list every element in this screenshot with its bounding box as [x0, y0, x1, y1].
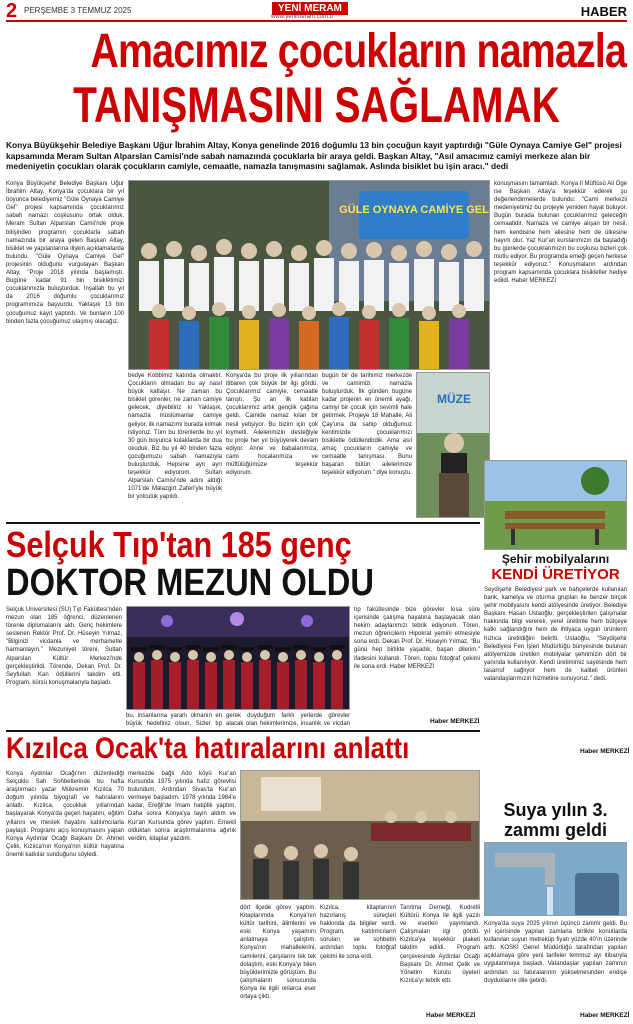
- story2-col-4: tıp fakültesinde bize görevler kısa süre içerisinde çalışma hayatına başlayacak olan hekim adaylarımızı tebrik ediyorum. Tören, mezun öğrencilerin Hipokrat yemini etmesiyle sona erdi. Dekan Prof. Dr. Hüseyin Yılmaz, "Bu günü hep birlikte yaşadık, başarı dilerim." ifadesini kullandı. Tören, toplu fotoğraf çekimi ile sona erdi. Haber MERKEZİ: [354, 607, 480, 670]
- main-col-1: Konya Büyükşehir Belediye Başkanı Uğur İbrahim Altay, Konya'da çocuklara bir yıl boyunca belediyemiz "Güle Oynaya Camiye Gel" projesi kapsamında çocuklarımız sabah namazı coşkusunu ortak olduk. Meram Sultan Alparslan Camii'nde proje bitişinden programın çocuklarla sabah namazında bir araya gelen Başkan Altay, bisiklet ve yapılanlarına ilişkin açıklamalarda bulundu. "Güle Oynaya Camiye Gel" projesinin olduğunu vurgulayan Başkan Altay, "Proje 2018 yılında başlamıştı. Bugüne kadar 91 bin bisikletimizi çocuklarımızla buluşturduk. İnşallah bu yıl da 2016 doğumlu çocuklarımız programımıza başvurdu. Yaklaşık 13 bin çocuğumuz kayıt yaptırdı. Ve bunların 100 binden fazla çocuğumuz ulaşmış olacağız.: [6, 181, 124, 325]
- furniture-photo: [484, 460, 627, 550]
- banner-text: GÜLE OYNAYA CAMİYE GEL: [339, 204, 489, 216]
- story3-col-1: Konya Aydınlar Ocağı'nın düzenlediği Selçuklu Sah Sohbetlerinde bu hafta araştırmacı yazar Mükremin Kızılca 70 doğum yılında biyografi ve hatıralarını anlattı. Kızılca, çocukluk yıllarından başlayarak Konya'da geçen hayatını, eğitim yıllarını ve meslek hayatını katılımcılarla paylaştı. Programı açış konuşmasını yapan Konya Aydınlar Ocağı Başkanı Dr. Ahmet Çelik, Kızılca'nın Konya'nın kültür hayatına önemli katkılar sunduğunu söyledi.: [6, 771, 124, 858]
- story3-col-5: Tanıtma Derneği, Kudretli Kültürü Konya ile ilgili yazılı ve eserleri yayımlandı. Çalışmaları ilgi gördü. Kızılca'ya teşekkür plaketi takdim edildi. Program çerçevesinde Aydınlar Ocağı Başkanı Dr. Ahmet Çelik ve Yönetim Kurulu üyeleri Kızılca'yı tebrik etti.: [400, 905, 480, 984]
- story3-signature: Haber MERKEZİ: [426, 1012, 476, 1019]
- story2-signature: Haber MERKEZİ: [430, 718, 480, 725]
- main-col-5: konuşmasını tamamladı. Konya İl Müftüsü Ali Öge ise Başkan Altay'a teşekkür ederek şu değerlendirmelerde bulundu: "Cami merkezli medeniyetimiz bu projeyle yeniden hayat buluyor. Bugün burada bulunan çocuklarımız geleceğin cemaatidir. Namaza ve camiye alışan bir nesil, hem kendisine hem ailesine hem de ülkesine hayırlı olur. Yaz Kur'an kurslarımızın da başladığı bu günlerde çocuklarımızın bu coşkusu bizleri çok mutlu ediyor. Bu programda emeği geçen herkese teşekkür ediyoruz." Konuşmaların ardından program kapsamında çocuklara bisikletler hediye edildi. Haber MERKEZİ: [494, 181, 627, 285]
- main-headline-line2: TANIŞMASINI SAĞLAMAK: [73, 77, 560, 133]
- svg-text:MÜZE: MÜZE: [437, 392, 471, 406]
- water-tap-illustration: [485, 843, 627, 916]
- page-number: 2: [6, 0, 18, 22]
- main-photo: [128, 180, 490, 370]
- section-name: HABER: [580, 4, 627, 19]
- sidebar1-signature: Haber MERKEZİ: [580, 748, 630, 755]
- main-col-3: bedye Kobbimiz katında olmaktır. Çocukların olmadan bu ay nasıl büyük katlaşır. Ne zaman bu bisiklet görenler, ne zaman camiye gelecek, diyebiliriz ki Yaklaşık, namazla müslümanlar camiye geliyor, ilk namazımı burada kılmak istiyoruz. Tüm bu törenlerde bu yıl 30 gün boyunca kulaklarda bir dua okuduk. Biz bu yıl 40 binden fazla çocuğumuzu sabah namazıyla buluşturduk. Hepsine ayrı ayrı teşekkür ediyorum. Sultan Alparslan Camisi'nde adını aldığı 1071'de Malazgirt Zaferi'yle büyük bir yolculuk yapıldı.: [128, 373, 222, 501]
- story2-col-2: bu, insanlarına yararlı olmanın en büyük hedefiniz olsun. Sizler tıp: [126, 713, 222, 728]
- story2-headline-line1: Selçuk Tıp'tan 185 genç: [6, 524, 352, 565]
- graduation-illustration: [127, 607, 350, 710]
- story3-col-2: merkezde bağlı Ado köyü Kur'an Kursunda 1975 yılında hafız görevlisi bulundum. Ardından Sivas'ta Kur'an vermeye başladım. 1978 yılında 1984'e kadar, Ereğli'de İmam hatiplik yaptım. Daha sonra Konya'ya tayin aldım ve Kur'an Kursunda görev yaptım. Emekli olduktan sonra araştırmalarıma ağırlık verdim, kitaplar yazdım.: [128, 771, 236, 842]
- sidebar2-body: Konya'da suya 2025 yılının üçüncü zammı geldi. Bu yıl içerisinde yapılan zamlarla birlikte konutlarda kullanılan suyun metreküp fiyatı yüzde 40'ın üzerinde arttı. KOSKİ Genel Müdürlüğü tarafından yapılan açıklamaya göre yeni tarifeler temmuz ayı itibarıyla uygulanmaya başladı. Vatandaşlar yapılan zammın ardından su faturalarının yükselmesinden endişe duyduklarını dile getirdi.: [484, 921, 627, 984]
- kids-group-illustration: [129, 181, 490, 370]
- sidebar2-headline-line2: zammı geldi: [503, 820, 608, 840]
- graduation-photo: [126, 606, 350, 710]
- sidebar2-signature: Haber MERKEZİ: [580, 1012, 630, 1019]
- website-link[interactable]: www.yenimeram.com.tr: [271, 14, 334, 20]
- main-lead: Konya Büyükşehir Belediye Başkanı Uğur İbrahim Altay, Konya genelinde 2016 doğumlu 13 bin çocuğun kayıt yaptırdığı "Güle Oynaya Camiye Gel" projesi kapsamında Meram Sultan Alparslan Camisi'nde sabah namazında çocuklarla bir araya geldi. Başkan Altay, "Asıl amacımız camiyi merkeze alan bir medeniyetin çocukları olarak çocukların camiyle, cemaatle, namazla tanışmasını sağlamak. Aslında bisiklet bu işin aracı." dedi: [6, 140, 622, 171]
- newspaper-logo: YENİ MERAM: [272, 2, 348, 15]
- story2-col-1: Selçuk Üniversitesi (SÜ) Tıp Fakültesi'nden mezun olan 185 öğrenci, düzenlenen törenle diplomalarını aldı. Genç hekimlere seslenen Rektör Prof. Dr. Hüseyin Yılmaz, "Bilginizi vicdanla ve merhametle harmanlayın." Mezuniyet töreni, Sultan Alparslan Kültür Merkezi'nde gerçekleştirildi. Törende, Dekan Prof. Dr. Seyfullah Kan ödüllerini takdim etti. Program, kürsü konuşmalarıyla başladı.: [6, 607, 122, 686]
- story2-headline-line2: DOKTOR MEZUN OLDU: [6, 562, 374, 604]
- park-bench-illustration: [485, 461, 627, 550]
- talk-photo: [240, 770, 480, 900]
- issue-date: PERŞEMBE 3 TEMMUZ 2025: [24, 6, 132, 15]
- speaker-illustration: [417, 373, 490, 518]
- story2-col-3: gerek duyduğum farklı yerlerde görevler alacak olan hekimlerimize, insanlık ve vicdan: [226, 713, 350, 728]
- sidebar2-headline-line1: Suya yılın 3.: [503, 800, 608, 820]
- water-photo: [484, 842, 627, 916]
- main-headline-line1: Amacımız çocukların namazla: [90, 25, 627, 78]
- speech-photo: [416, 372, 490, 518]
- masthead: [6, 2, 627, 22]
- conference-illustration: [241, 771, 480, 900]
- sidebar1-headline-line1: Şehir mobilyalarını: [501, 552, 610, 566]
- story3-col-4: Kızılca, kitaplarının hazırlanış süreçleri hakkında da bilgiler verdi. Program, katılımcıların soruları ve sohbetin ardından toplu fotoğraf çekimi ile sona erdi.: [320, 905, 396, 960]
- sidebar1-body: Seydişehir Belediyesi park ve bahçelerde kullanılan bank, kamelya ve oturma grupları ile benzer birçok şehir mobilyasını kendi atölyesinde üretiyor. Belediye Başkanı Hasan Ustaoğlu, gerçekleştirilen çalışmalar hakkında bilgi vererek, yerel üretimle hem bütçeye katkı sağlandığını hem de ihtiyaca uygun ürünlerin hızlıca üretildiğini belirtti. Ustaoğlu, "Seydişehir Belediyesi Fen İşleri Müdürlüğü bünyesinde bulunan atölyemizde üretilen mobilyalar şehrimizin dört bir yanında kullanılıyor. Kendi üretimimiz sayesinde hem tasarruf sağlıyor hem de kaliteli ürünleri vatandaşlarımızın hizmetine sunuyoruz." dedi.: [484, 587, 627, 683]
- story3-headline: Kızılca Ocak'ta hatıralarını anlattı: [6, 732, 410, 765]
- main-col-2: Konya'da bu proje ilk yıllarından itibaren çok büyük bir ilgi gördü. Çocuklarımız camiyle, cemaatle tanıştı. Şu an ilk katılan çocuklarımız artık gençlik çağına geldi. Camide namaz kılan bir nesil yetişiyor. Bu bizim için çok kıymetli. Ailelerimizin desteğiyle bu proje her yıl büyüyerek devam ediyor. Anne ve babalarımıza, cami hocalarımıza ve müftülüğümüze teşekkür ediyorum.: [226, 373, 318, 477]
- story3-col-3: dört ilçede görev yaptım. Kitaplarımda Konya'nın kültür tarihini, âlimlerini ve eski Konya yaşamını anlatmaya çalıştım. Konya'nın mahallelerini, camilerini, çarşılarını tek tek dolaştım, eski Konya'yı bilen büyüklerimizle görüştüm. Bu çalışmaların sonucunda Konya ile ilgili onlarca eser ortaya çıktı.: [240, 905, 316, 1001]
- sidebar1-headline-line2: KENDİ ÜRETİYOR: [491, 566, 620, 583]
- main-col-4: bugün bir de tarihimiz merkezde ve camimizi namazla buluşturduk. İlk günden bugüne kadar projenin en önemli ayağı, camiyi bir çocuk için sevimli hale getirmek. Projeye 18 Mahalle, Ali Çay'una da sahip olduğumuz kentimizde çocuklarımızı bisikletle ödüllendirdik. Ama asıl amaç çocukların camiyle ve cemaatle tanışması. Bunu başaran bütün ailelerimize teşekkür ediyorum." diye konuştu.: [322, 373, 412, 477]
